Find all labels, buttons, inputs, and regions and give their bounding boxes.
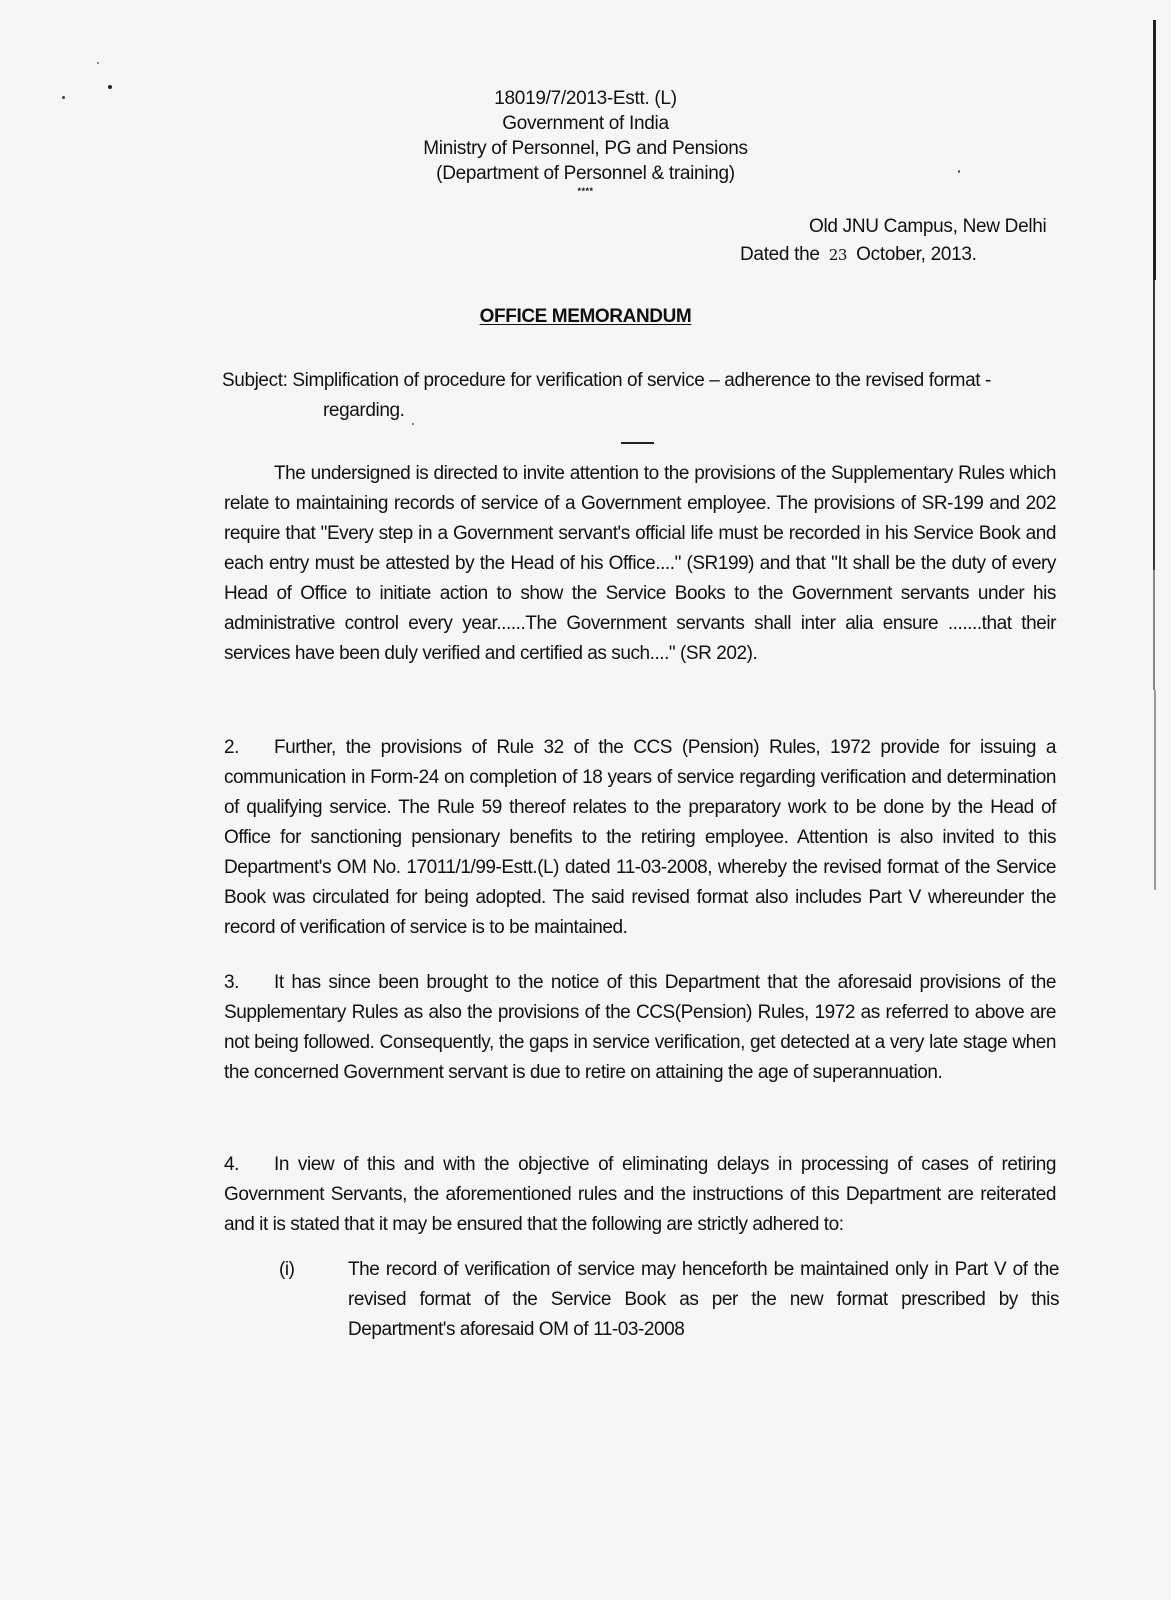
- paragraph-text: It has since been brought to the notice of this Department that the aforesaid provisions of the Supplementary Rules as also the provisions of the CCS(Pension) Rules, 1972 as referred to above are not being followed. Consequently, the gaps in service verification, get detected at a very late stage when the concerned Government servant is due to retire on attaining the age of superannuation.: [224, 972, 1056, 1083]
- paragraph-text: Further, the provisions of Rule 32 of the CCS (Pension) Rules, 1972 provide for issuing a communication in Form-24 on completion of 18 years of service regarding verification and determination of qualifying service. The Rule 59 thereof relates to the preparatory work to be done by the Head of Office for sanctioning pensionary benefits to the retiring employee. Attention is also invited to this Department's OM No. 17011/1/99-Estt.(L) dated 11-03-2008, whereby the revised format of the Service Book was circulated for being adopted. The said revised format also includes Part V whereunder the record of verification of service is to be maintained.: [224, 737, 1056, 938]
- scan-edge-line: [1153, 570, 1155, 690]
- paragraph-2: [224, 733, 1056, 943]
- subject-separator: [621, 442, 654, 444]
- department-name: (Department of Personnel & training): [436, 163, 735, 184]
- paragraph-text: In view of this and with the objective of eliminating delays in processing of cases of retiring Government Servants, the aforementioned rules and the instructions of this Department are reiterated and it is stated that it may be ensured that the following are strictly adhered to:: [224, 1154, 1056, 1235]
- scan-edge-line: [1154, 690, 1156, 890]
- subject-label: Subject:: [222, 370, 288, 391]
- issue-date: [740, 244, 977, 266]
- date-suffix: October, 2013.: [856, 244, 977, 265]
- sub-item-marker: (i): [279, 1259, 295, 1280]
- subject-block: [222, 366, 1060, 426]
- ministry-name: Ministry of Personnel, PG and Pensions: [423, 138, 748, 159]
- date-prefix: Dated the: [740, 244, 820, 265]
- date-day-handwritten: 23: [828, 246, 848, 264]
- scan-speck: [97, 62, 99, 64]
- memo-title: OFFICE MEMORANDUM: [479, 306, 692, 327]
- sub-item-text: The record of verification of service may henceforth be maintained only in Part V of the revised format of the Service Book as per the new format prescribed by this Department's aforesaid OM of 11-03-2008: [348, 1259, 1059, 1340]
- header-separator: ****: [577, 186, 594, 196]
- sub-item-i: [279, 1255, 1059, 1345]
- paragraph-1: [224, 459, 1056, 669]
- document-header: [0, 86, 1171, 196]
- paragraph-text: The undersigned is directed to invite attention to the provisions of the Supplementary Rules which relate to maintaining records of service of a Government employee. The provisions of SR-199 and 202 require that "Every step in a Government servant's official life must be recorded in his Service Book and each entry must be attested by the Head of his Office...." (SR199) and that "It shall be the duty of every Head of Office to initiate action to show the Service Books to the Government servants under his administrative control every year......The Government servants shall inter alia ensure .......that their services have been duly verified and certified as such...." (SR 202).: [224, 463, 1056, 664]
- issue-place: Old JNU Campus, New Delhi: [809, 216, 1047, 237]
- paragraph-number: 3.: [224, 972, 239, 993]
- paragraph-number: 4.: [224, 1154, 239, 1175]
- subject-line-2: regarding.: [323, 400, 405, 421]
- government-name: Government of India: [502, 113, 669, 134]
- subject-line-1: Simplification of procedure for verification of service – adherence to the revised format -: [292, 370, 991, 391]
- paragraph-4: [224, 1150, 1056, 1240]
- paragraph-number: 2.: [224, 737, 239, 758]
- file-number: 18019/7/2013-Estt. (L): [494, 88, 677, 109]
- paragraph-3: [224, 968, 1056, 1088]
